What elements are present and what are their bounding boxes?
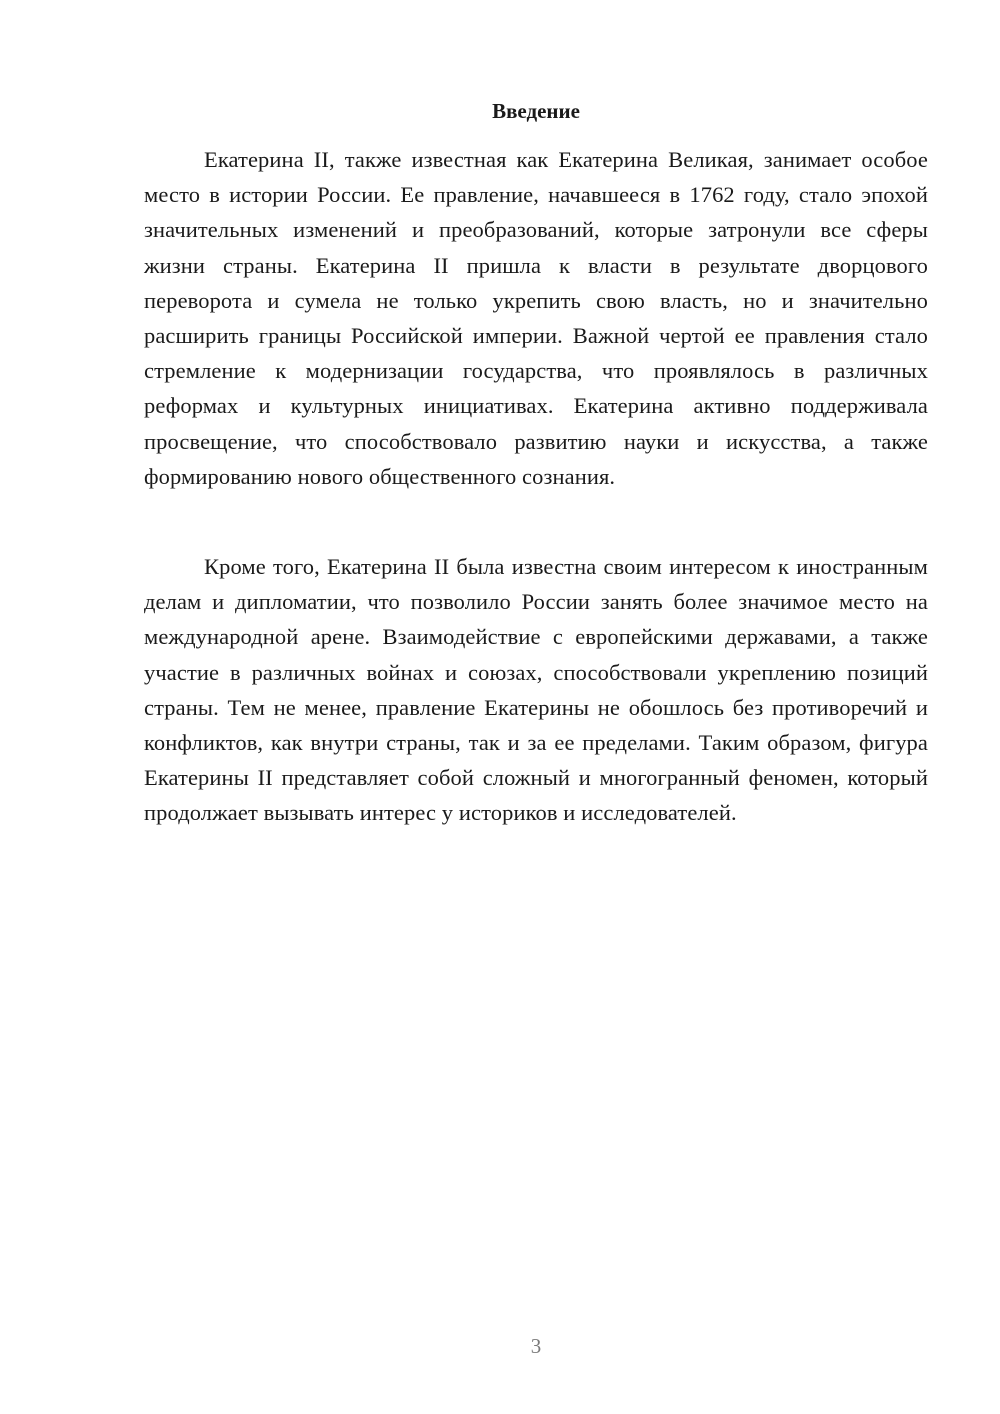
section-title: Введение <box>492 99 580 123</box>
paragraph-diplomacy: Кроме того, Екатерина II была известна своим интересом к иностранным делам и дипломатии, что позволило России занять более значимое место на международной арене. Взаимодействие с европейскими державами, а также участие в различных войнах и союзах, способствовали укреплению позиций страны. Тем не менее, правление Екатерины не обошлось без противоречий и конфликтов, как внутри страны, так и за ее пределами. Таким образом, фигура Екатерины II представляет собой сложный и многогранный феномен, который продолжает вызывать интерес у историков и исследователей. <box>144 554 928 826</box>
paragraph-intro: Екатерина II, также известная как Екатерина Великая, занимает особое место в истории России. Ее правление, начавшееся в 1762 году, стало эпохой значительных изменений и преобразований, которые затронули все сферы жизни страны. Екатерина II пришла к власти в результате дворцового переворота и сумела не только укрепить свою власть, но и значительно расширить границы Российской империи. Важной чертой ее правления стало стремление к модернизации государства, что проявлялось в различных реформах и культурных инициативах. Екатерина активно поддерживала просвещение, что способствовало развитию науки и искусства, а также формированию нового общественного сознания. <box>144 147 928 489</box>
page-number: 3 <box>530 1334 542 1358</box>
